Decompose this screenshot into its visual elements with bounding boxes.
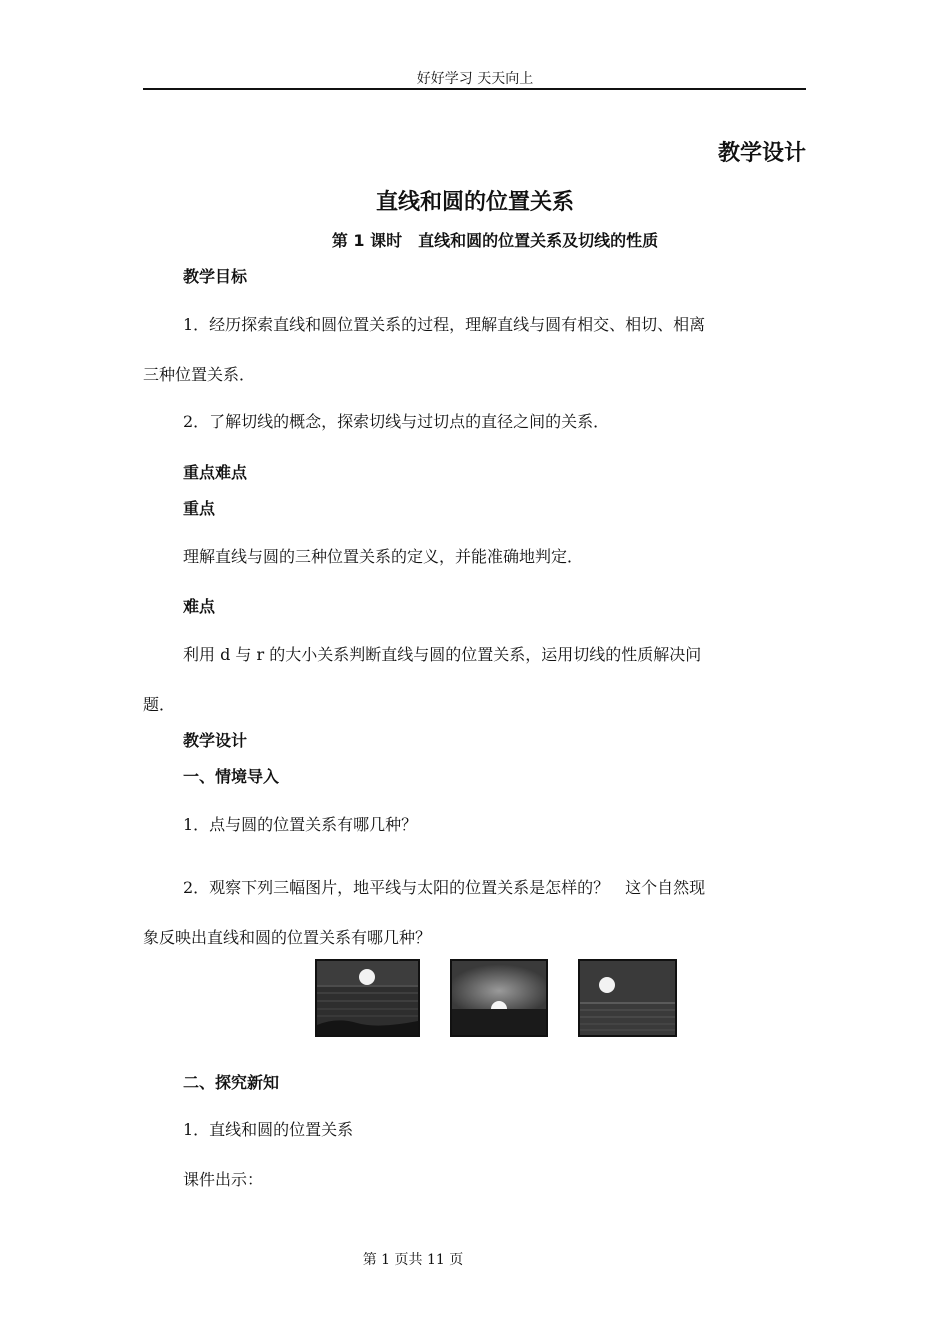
- objective-1-line2: 三种位置关系．: [143, 365, 256, 384]
- sun-crossing-horizon-photo: [578, 959, 677, 1037]
- header-divider: [143, 88, 806, 90]
- key-heading: 重点: [183, 499, 216, 518]
- objective-1-line1: 1．经历探索直线和圆位置关系的过程，理解直线与圆有相交、相切、相离: [183, 315, 706, 334]
- document-type-label: 教学设计: [717, 141, 806, 166]
- part1-heading: 一、情境导入: [183, 767, 280, 786]
- question-2-line1: 2．观察下列三幅图片，地平线与太阳的位置关系是怎样的？ 这个自然现: [183, 878, 706, 897]
- lesson-title: 直线和圆的位置关系: [375, 190, 574, 215]
- objective-2: 2．了解切线的概念，探索切线与过切点的直径之间的关系．: [183, 412, 610, 431]
- difficult-line2: 题．: [143, 695, 176, 714]
- page-header: 好好学习 天天向上: [416, 71, 534, 87]
- lesson-subtitle: 第 1 课时 直线和圆的位置关系及切线的性质: [331, 231, 659, 250]
- question-1: 1．点与圆的位置关系有哪几种？: [183, 815, 418, 834]
- objectives-heading: 教学目标: [183, 267, 248, 286]
- key-text: 理解直线与圆的三种位置关系的定义，并能准确地判定．: [183, 547, 584, 566]
- courseware-label: 课件出示：: [183, 1170, 264, 1189]
- page-footer: 第 1 页共 11 页: [362, 1252, 464, 1268]
- difficult-line1: 利用 d 与 r 的大小关系判断直线与圆的位置关系，运用切线的性质解决问: [183, 645, 702, 664]
- question-2-line2: 象反映出直线和圆的位置关系有哪几种？: [143, 928, 432, 947]
- sun-above-horizon-photo: [315, 959, 420, 1037]
- key-difficult-heading: 重点难点: [183, 463, 248, 482]
- difficult-heading: 难点: [183, 597, 216, 616]
- design-heading: 教学设计: [183, 731, 248, 750]
- item-1: 1．直线和圆的位置关系: [183, 1120, 354, 1139]
- part2-heading: 二、探究新知: [183, 1073, 280, 1092]
- sun-on-horizon-photo: [450, 959, 548, 1037]
